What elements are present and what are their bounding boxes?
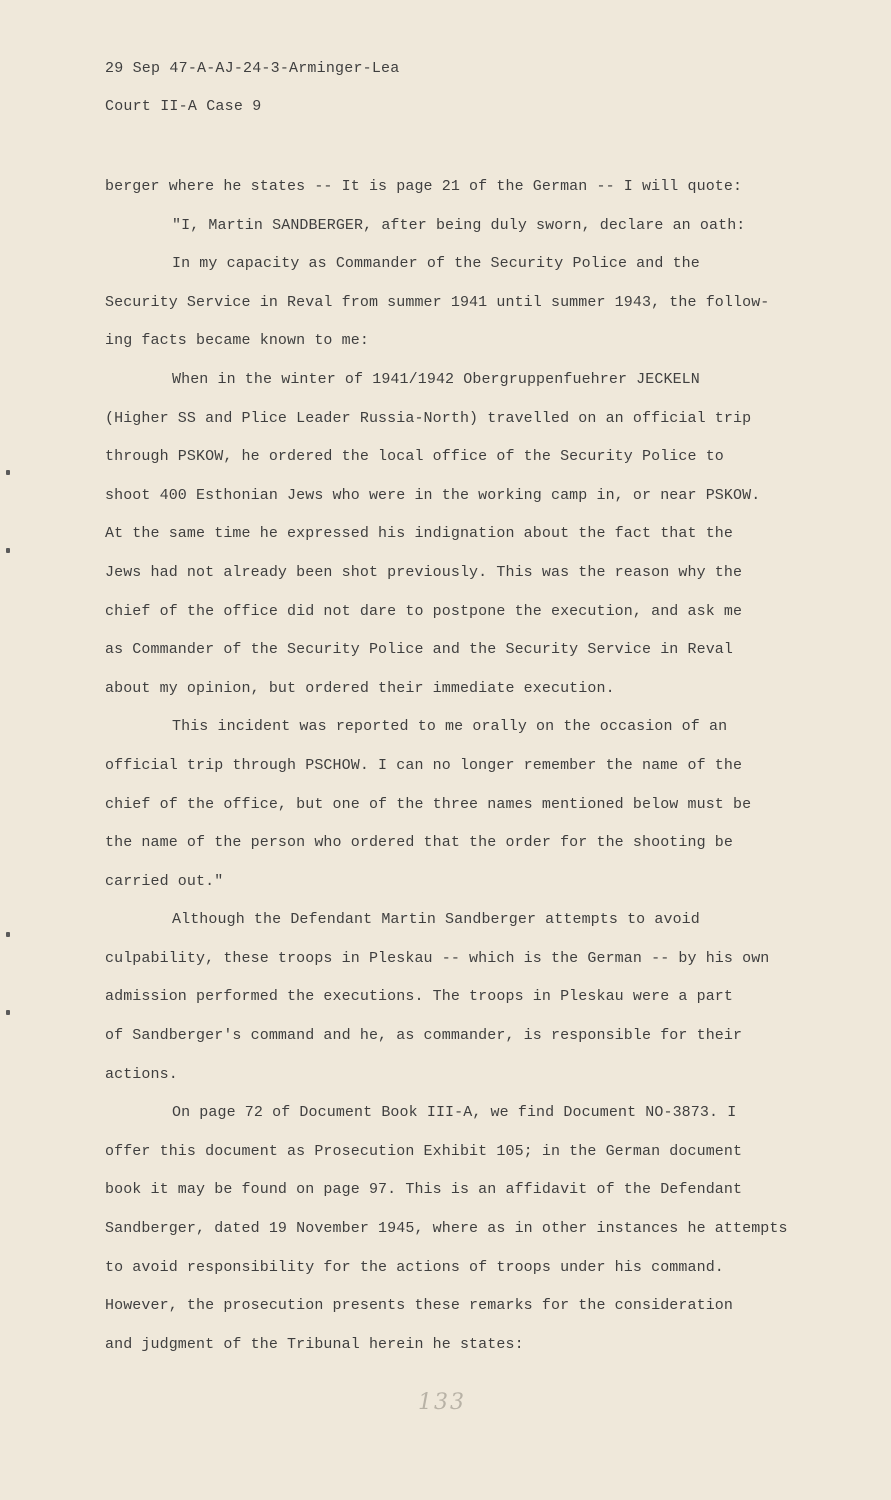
body-line: and judgment of the Tribunal herein he states: [105, 1335, 524, 1353]
body-line: This incident was reported to me orally on the occasion of an [172, 718, 728, 736]
body-line: (Higher SS and Plice Leader Russia-North) travelled on an official trip [105, 409, 752, 427]
body-line: the name of the person who ordered that the order for the shooting be [105, 834, 734, 852]
body-line: admission performed the executions. The troops in Pleskau were a part [105, 988, 734, 1006]
document-reference: 29 Sep 47-A-AJ-24-3-Arminger-Lea [105, 60, 400, 77]
body-line: At the same time he expressed his indignation about the fact that the [105, 525, 734, 543]
body-line: chief of the office did not dare to postpone the execution, and ask me [105, 602, 743, 620]
body-line: actions. [105, 1065, 178, 1083]
margin-mark [6, 1010, 10, 1015]
body-line: Security Service in Reval from summer 1941 until summer 1943, the follow- [105, 293, 770, 311]
body-line: carried out." [105, 872, 224, 890]
body-line: book it may be found on page 97. This is an affidavit of the Defendant [105, 1181, 743, 1199]
body-line: official trip through PSCHOW. I can no longer remember the name of the [105, 756, 743, 774]
body-line: offer this document as Prosecution Exhibit 105; in the German document [105, 1142, 743, 1160]
body-line: shoot 400 Esthonian Jews who were in the working camp in, or near PSKOW. [105, 486, 761, 504]
margin-mark [6, 548, 10, 553]
body-line: chief of the office, but one of the three names mentioned below must be [105, 795, 752, 813]
body-line: about my opinion, but ordered their immediate execution. [105, 679, 615, 697]
body-line: In my capacity as Commander of the Security Police and the [172, 255, 700, 273]
body-line: as Commander of the Security Police and the Security Service in Reval [105, 641, 734, 659]
transcript-body [105, 168, 845, 1364]
body-line: Jews had not already been shot previously. This was the reason why the [105, 563, 743, 581]
margin-mark [6, 470, 10, 475]
body-line: Although the Defendant Martin Sandberger attempts to avoid [172, 911, 700, 929]
body-line: On page 72 of Document Book III-A, we find Document NO-3873. I [172, 1104, 737, 1122]
body-line: However, the prosecution presents these remarks for the consideration [105, 1297, 734, 1315]
body-line: of Sandberger's command and he, as commander, is responsible for their [105, 1027, 743, 1045]
handwritten-page-number: 133 [418, 1390, 466, 1415]
body-line: "I, Martin SANDBERGER, after being duly sworn, declare an oath: [172, 216, 746, 234]
body-line: Sandberger, dated 19 November 1945, where as in other instances he attempts [105, 1220, 788, 1238]
body-line: to avoid responsibility for the actions of troops under his command. [105, 1258, 724, 1276]
body-line: ing facts became known to me: [105, 332, 369, 350]
body-line: berger where he states -- It is page 21 of the German -- I will quote: [105, 178, 743, 195]
body-line: When in the winter of 1941/1942 Obergruppenfuehrer JECKELN [172, 370, 700, 388]
margin-mark [6, 932, 10, 937]
body-line: through PSKOW, he ordered the local office of the Security Police to [105, 448, 724, 466]
body-line: culpability, these troops in Pleskau -- which is the German -- by his own [105, 949, 770, 967]
court-case-line: Court II-A Case 9 [105, 98, 262, 115]
